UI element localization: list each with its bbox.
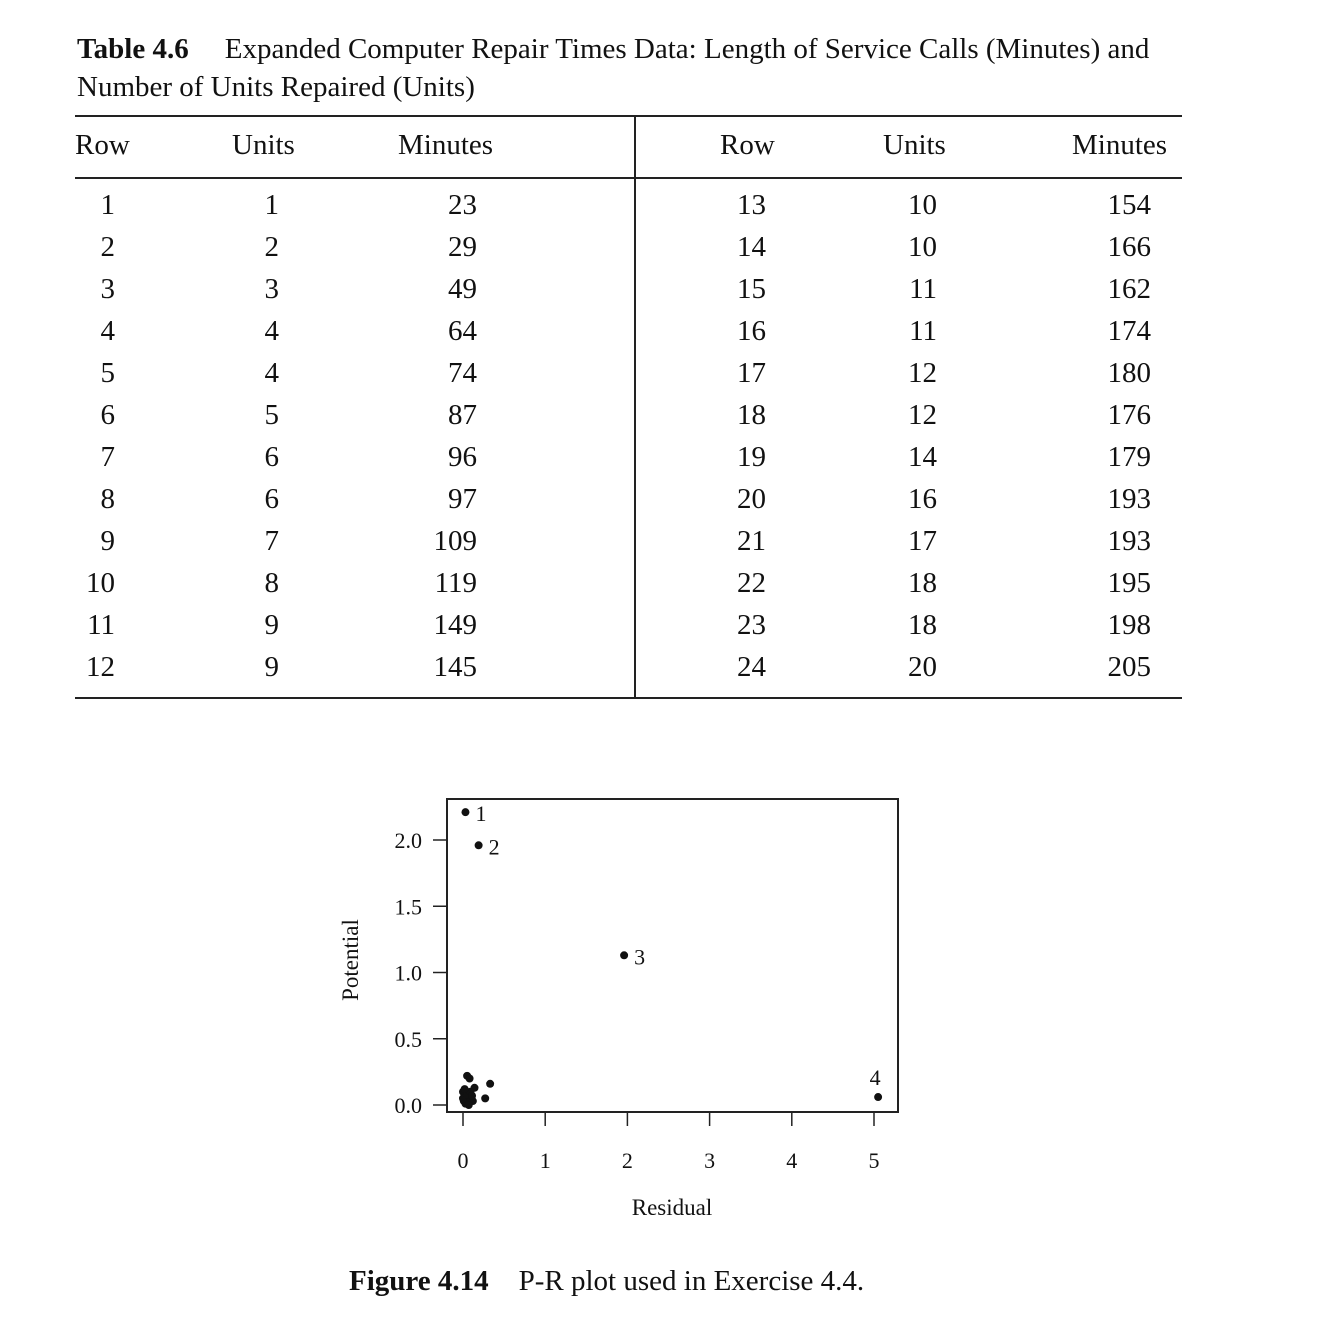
right-table-cell: 20 <box>737 483 766 515</box>
left-table-cell: 8 <box>100 483 115 515</box>
table-top-rule <box>75 115 1182 117</box>
right-table-cell: 179 <box>1107 441 1151 473</box>
x-tick-label: 3 <box>704 1148 716 1173</box>
table-label: Table 4.6 <box>77 33 189 65</box>
right-table-cell: 193 <box>1107 525 1151 557</box>
left-table-cell: 12 <box>86 651 115 683</box>
left-table-cell: 1 <box>100 189 115 221</box>
right-table-cell: 176 <box>1107 399 1151 431</box>
right-table-cell: 18 <box>908 609 937 641</box>
y-tick-label: 2.0 <box>394 828 422 853</box>
left-table-cell: 9 <box>264 651 279 683</box>
right-table-cell: 198 <box>1107 609 1151 641</box>
figure-label: Figure 4.14 <box>349 1265 489 1297</box>
x-tick-label: 2 <box>621 1148 633 1173</box>
right-table-cell: 10 <box>908 189 937 221</box>
right-table-cell: 24 <box>737 651 766 683</box>
left-table-cell: 149 <box>433 609 477 641</box>
table-caption <box>77 30 1187 106</box>
left-table-cell: 1 <box>264 189 279 221</box>
right-table-cell: 20 <box>908 651 937 683</box>
scatter-point <box>486 1080 494 1088</box>
left-table-cell: 23 <box>448 189 477 221</box>
point-label: 2 <box>488 834 500 860</box>
left-table-cell: 3 <box>100 273 115 305</box>
scatter-point <box>620 951 628 959</box>
y-tick-label: 1.5 <box>394 894 422 920</box>
table-column-divider <box>634 117 636 697</box>
left-table-cell: 7 <box>264 525 279 557</box>
scatter-point <box>475 841 483 849</box>
left-table-cell: 5 <box>100 357 115 389</box>
right-table-cell: 10 <box>908 231 937 263</box>
scatter-point <box>468 1092 476 1100</box>
left-table-cell: 3 <box>264 273 279 305</box>
right-table-cell: 195 <box>1107 567 1151 599</box>
x-tick-label: 0 <box>457 1148 469 1173</box>
x-tick-label: 4 <box>786 1148 798 1173</box>
right-table-cell: 18 <box>737 399 766 431</box>
right-table-cell: 12 <box>908 399 937 431</box>
left-table-cell: 87 <box>448 399 477 431</box>
scatter-point <box>874 1093 882 1101</box>
column-header: Minutes <box>1072 129 1168 161</box>
pr-plot <box>320 780 920 1230</box>
table-title: Expanded Computer Repair Times Data: Length of Service Calls (Minutes) and Number of Units Repaired (Units) <box>77 33 1150 103</box>
scatter-point <box>461 808 469 816</box>
left-table-cell: 5 <box>264 399 279 431</box>
x-axis-label: Residual <box>631 1195 713 1220</box>
left-table-cell: 9 <box>100 525 115 557</box>
left-table-cell: 97 <box>448 483 477 515</box>
left-table-cell: 11 <box>87 609 115 641</box>
right-table-cell: 23 <box>737 609 766 641</box>
right-table-cell: 11 <box>909 315 937 347</box>
left-table-cell: 64 <box>448 315 477 347</box>
point-label: 4 <box>869 1065 881 1091</box>
right-table-cell: 180 <box>1107 357 1151 389</box>
left-table-cell: 4 <box>264 315 279 347</box>
left-table-cell: 109 <box>433 525 477 557</box>
left-table-cell: 49 <box>448 273 477 305</box>
right-table-cell: 13 <box>737 189 766 221</box>
scatter-point <box>461 1085 469 1093</box>
left-table-cell: 6 <box>264 483 279 515</box>
table-header-rule <box>75 177 1182 179</box>
left-table-cell: 6 <box>100 399 115 431</box>
right-table-cell: 16 <box>737 315 766 347</box>
column-header: Units <box>232 129 295 161</box>
left-table-cell: 9 <box>264 609 279 641</box>
point-label: 1 <box>475 801 487 827</box>
column-header: Row <box>720 129 775 161</box>
right-table-cell: 14 <box>908 441 937 473</box>
right-table-cell: 16 <box>908 483 937 515</box>
right-table-cell: 17 <box>908 525 937 557</box>
left-table-cell: 2 <box>264 231 279 263</box>
right-table-cell: 15 <box>737 273 766 305</box>
left-table-cell: 7 <box>100 441 115 473</box>
right-table-cell: 22 <box>737 567 766 599</box>
plot-frame <box>447 799 898 1112</box>
point-label: 3 <box>634 944 646 970</box>
right-table-cell: 162 <box>1107 273 1151 305</box>
column-header: Units <box>883 129 946 161</box>
right-table-cell: 17 <box>737 357 766 389</box>
y-tick-label: 0.0 <box>394 1093 422 1118</box>
right-table-cell: 14 <box>737 231 766 263</box>
left-table-cell: 74 <box>448 357 477 389</box>
scatter-point <box>465 1101 473 1109</box>
scatter-point <box>481 1094 489 1102</box>
left-table-cell: 10 <box>86 567 115 599</box>
right-table-cell: 19 <box>737 441 766 473</box>
left-table-cell: 6 <box>264 441 279 473</box>
right-table-cell: 205 <box>1107 651 1151 683</box>
figure-caption <box>349 1262 864 1300</box>
left-table-cell: 8 <box>264 567 279 599</box>
right-table-cell: 12 <box>908 357 937 389</box>
right-table-cell: 21 <box>737 525 766 557</box>
figure-caption-text: P-R plot used in Exercise 4.4. <box>518 1265 865 1297</box>
right-table-cell: 18 <box>908 567 937 599</box>
right-table-cell: 166 <box>1107 231 1151 263</box>
y-tick-label: 1.0 <box>394 960 422 986</box>
left-table-cell: 2 <box>100 231 115 263</box>
right-table-cell: 193 <box>1107 483 1151 515</box>
right-table-cell: 174 <box>1107 315 1151 347</box>
left-table-cell: 4 <box>100 315 115 347</box>
y-axis-label: Potential <box>338 919 363 1001</box>
table-bottom-rule <box>75 697 1182 699</box>
column-header: Row <box>75 129 130 161</box>
left-table-cell: 4 <box>264 357 279 389</box>
scatter-point <box>466 1075 474 1083</box>
x-tick-label: 1 <box>539 1148 551 1173</box>
column-header: Minutes <box>398 129 494 161</box>
left-table-cell: 145 <box>433 651 477 683</box>
right-table-cell: 11 <box>909 273 937 305</box>
left-table-cell: 29 <box>448 231 477 263</box>
right-table-cell: 154 <box>1107 189 1151 221</box>
x-tick-label: 5 <box>868 1148 880 1173</box>
y-tick-label: 0.5 <box>394 1026 422 1052</box>
left-table-cell: 96 <box>448 441 477 473</box>
left-table-cell: 119 <box>434 567 477 599</box>
